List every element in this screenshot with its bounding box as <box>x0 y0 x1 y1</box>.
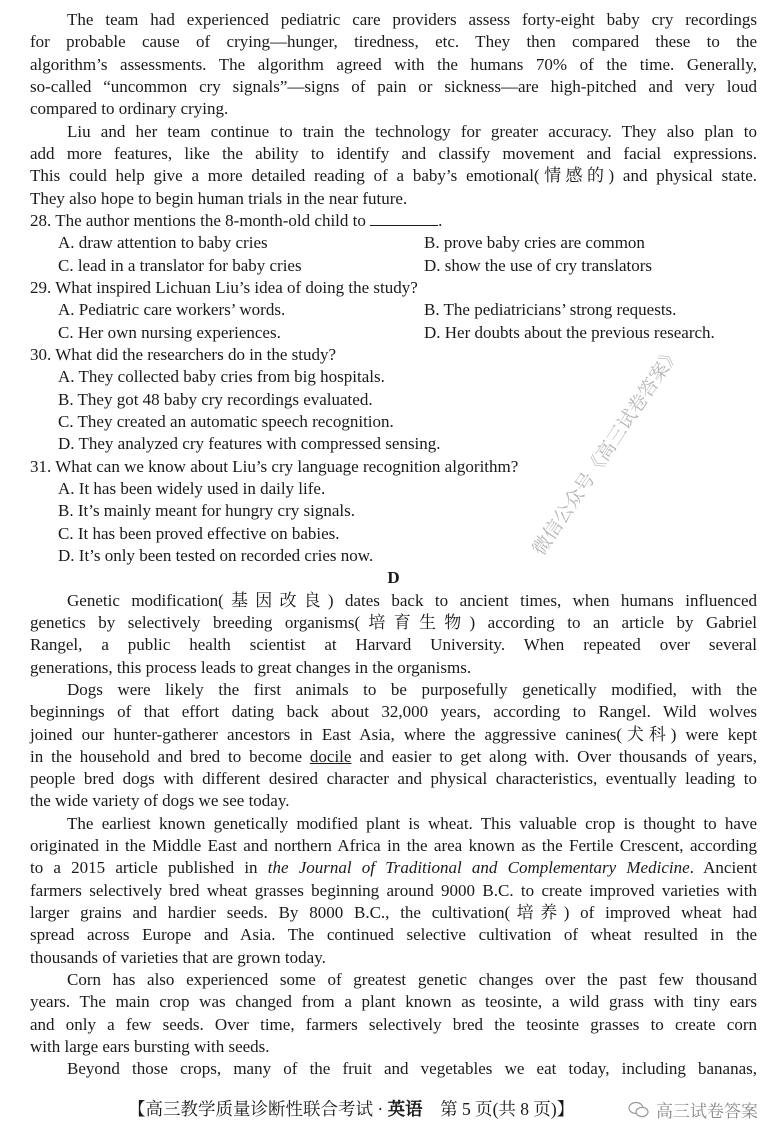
text-line: years. The main crop was changed from a plant known as teosinte, a wild grass with tiny ears <box>30 992 757 1012</box>
answer-options-row <box>30 389 757 411</box>
answer-options-row <box>30 500 757 522</box>
answer-option: B. prove baby cries are common <box>424 233 645 253</box>
question-stem <box>30 277 757 299</box>
text-line: joined our hunter-gatherer ancestors in East Asia, where the aggressive canines(犬科) were kept <box>30 724 757 744</box>
text-line: generations, this process leads to great changes in the organisms. <box>30 657 472 677</box>
text-segment: to a 2015 article published in <box>30 858 268 878</box>
text-line: compared to ordinary crying. <box>30 99 229 119</box>
text-line <box>30 857 757 879</box>
watermark-text: 高三试卷答案 <box>656 1102 758 1122</box>
text-line: This could help give a more detailed reading of a baby’s emotional(情感的) and physical state. <box>30 166 757 186</box>
text-line: genetics by selectively breeding organisms(培育生物) according to an article by Gabriel <box>30 612 757 632</box>
question-text: 30. What did the researchers do in the study? <box>30 344 337 364</box>
answer-option: A. draw attention to baby cries <box>58 233 268 253</box>
answer-option: A. Pediatric care workers’ words. <box>58 300 286 320</box>
answer-options-row <box>30 433 757 455</box>
answer-option: D. Her doubts about the previous research. <box>424 322 715 342</box>
wechat-watermark <box>628 1097 758 1122</box>
answer-options-row <box>30 523 757 545</box>
answer-option: C. lead in a translator for baby cries <box>58 255 302 275</box>
text-line: thousands of varieties that are grown today. <box>30 947 326 967</box>
text-line: Beyond those crops, many of the fruit and vegetables we eat today, including bananas, <box>67 1059 757 1079</box>
question-text: 31. What can we know about Liu’s cry language recognition algorithm? <box>30 456 519 476</box>
answer-options-row <box>30 232 757 254</box>
answer-option: C. It has been proved effective on babies. <box>58 523 340 543</box>
answer-option: B. The pediatricians’ strong requests. <box>424 300 677 320</box>
text-line: Dogs were likely the first animals to be purposefully genetically modified, with the <box>67 679 757 699</box>
text-line: Corn has also experienced some of greatest genetic changes over the past few thousand <box>67 970 757 990</box>
answer-options-row <box>30 299 757 321</box>
exam-document <box>30 9 757 1081</box>
text-line: beginnings of that effort dating back about 32,000 years, according to Rangel. Wild wolves <box>30 702 757 722</box>
answer-options-row <box>30 322 757 344</box>
text-line: people bred dogs with different desired character and physical characteristics, eventually leading to <box>30 769 757 789</box>
text-line: The earliest known genetically modified plant is wheat. This valuable crop is thought to have <box>67 813 757 833</box>
footer-page-number: 第 5 页(共 8 页)】 <box>422 1099 575 1119</box>
section-heading: D <box>387 568 400 588</box>
answer-options-row <box>30 255 757 277</box>
text-line: so-called “uncommon cry signals”—signs of pain or sickness—are high-pitched and very loud <box>30 76 757 96</box>
answer-option: A. They collected baby cries from big hospitals. <box>58 367 385 387</box>
answer-options-row <box>30 411 757 433</box>
text-line: for probable cause of crying—hunger, tiredness, etc. They then compared these to the <box>30 32 757 52</box>
answer-option: A. It has been widely used in daily life. <box>58 478 326 498</box>
text-line: Genetic modification(基因改良) dates back to ancient times, when humans influenced <box>67 590 757 610</box>
text-line: Liu and her team continue to train the technology for greater accuracy. They also plan to <box>67 121 757 141</box>
answer-option: C. They created an automatic speech recognition. <box>58 411 394 431</box>
answer-option: C. Her own nursing experiences. <box>58 322 281 342</box>
text-line: larger grains and hardier seeds. By 8000 B.C., the cultivation(培养) of improved wheat had <box>30 903 757 923</box>
answer-option: D. show the use of cry translators <box>424 255 653 275</box>
text-line: originated in the Middle East and northern Africa in the area known as the Fertile Crescent, according <box>30 836 757 856</box>
answer-option: D. They analyzed cry features with compressed sensing. <box>58 434 441 454</box>
text-line: farmers selectively bred wheat grasses beginning around 9000 B.C. to create improved varieties with <box>30 880 757 900</box>
footer-subject: 英语 <box>387 1099 423 1119</box>
question-text: 29. What inspired Lichuan Liu’s idea of doing the study? <box>30 277 418 297</box>
text-line: and only a few seeds. Over time, farmers selectively bred the teosinte grasses to create corn <box>30 1014 757 1034</box>
question-stem: 28. The author mentions the 8-month-old child to . <box>30 210 443 230</box>
answer-option: B. It’s mainly meant for hungry cry signals. <box>58 501 355 521</box>
page-footer <box>128 1096 574 1121</box>
text-line: with large ears bursting with seeds. <box>30 1037 270 1057</box>
italic-title: the Journal of Traditional and Complementary Medicine <box>267 858 690 878</box>
answer-option: D. It’s only been tested on recorded cries now. <box>58 545 374 565</box>
text-segment: and easier to get along with. Over thousands of years, <box>351 746 757 766</box>
footer-exam-title: 【高三教学质量诊断性联合考试 · <box>128 1099 388 1119</box>
answer-option: B. They got 48 baby cry recordings evaluated. <box>58 389 373 409</box>
text-line: add more features, like the ability to identify and classify movement and facial expressions. <box>30 143 757 163</box>
question-text: 28. The author mentions the 8-month-old child to <box>30 210 371 230</box>
wechat-icon <box>628 1101 650 1119</box>
text-line: the wide variety of dogs we see today. <box>30 791 290 811</box>
diagonal-watermark: 微信公众号《高三试卷答案》 <box>528 342 685 560</box>
question-stem <box>30 456 757 478</box>
text-line: spread across Europe and Asia. The continued selective cultivation of wheat resulted in the <box>30 925 757 945</box>
text-segment: in the household and bred to become <box>30 746 310 766</box>
question-stem <box>30 344 757 366</box>
answer-options-row <box>30 478 757 500</box>
text-line: algorithm’s assessments. The algorithm agreed with the humans 70% of the time. Generally, <box>30 54 757 74</box>
answer-options-row <box>30 366 757 388</box>
answer-blank <box>370 210 438 226</box>
text-line: Rangel, a public health scientist at Harvard University. When repeated over several <box>30 635 757 655</box>
text-line: They also hope to begin human trials in the near future. <box>30 188 408 208</box>
text-segment: . Ancient <box>689 858 757 878</box>
text-line <box>30 746 757 768</box>
underlined-word: docile <box>309 746 352 766</box>
answer-options-row <box>30 545 757 567</box>
text-line: The team had experienced pediatric care providers assess forty-eight baby cry recordings <box>67 10 757 29</box>
